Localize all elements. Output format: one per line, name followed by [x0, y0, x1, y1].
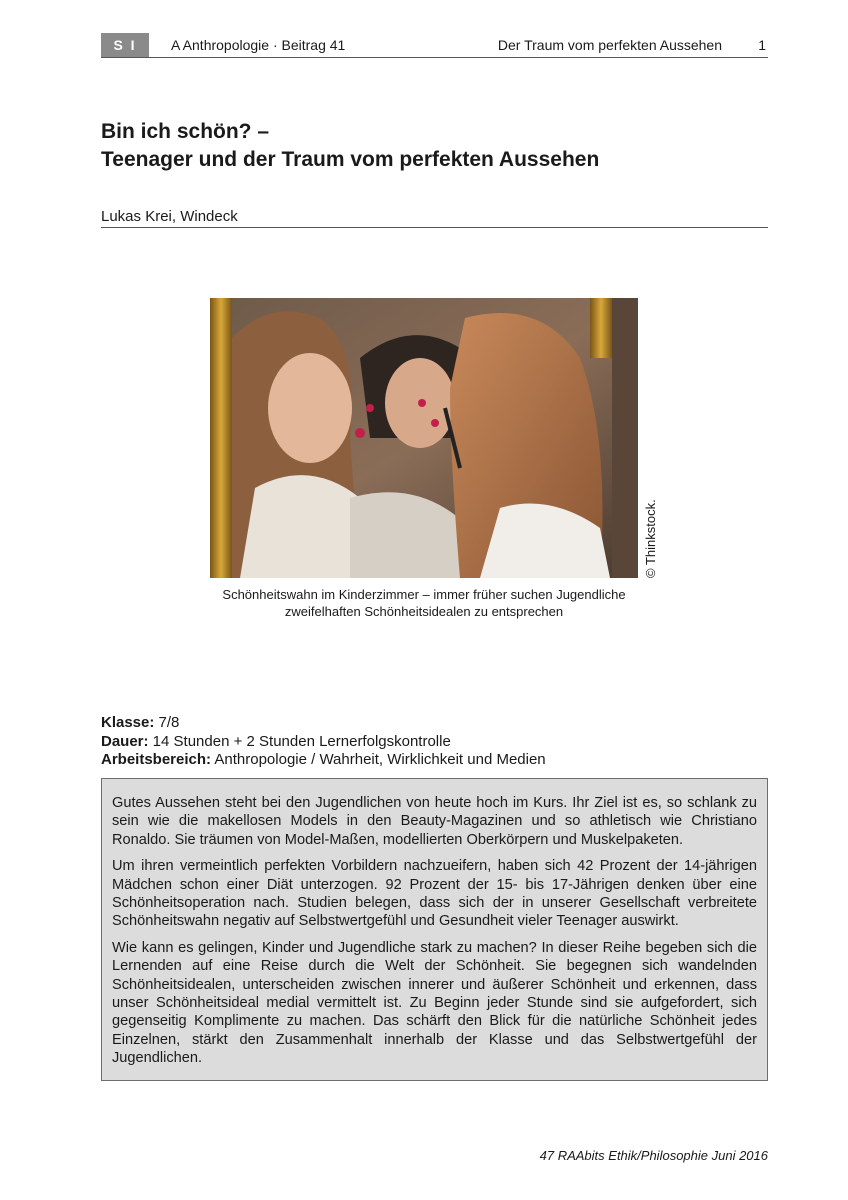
- grade-row: [101, 714, 546, 733]
- duration-value: 14 Stunden + 2 Stunden Lernerfolgskontrolle: [148, 732, 451, 750]
- photo-illustration: [210, 298, 638, 578]
- title-line-1: Bin ich schön? –: [101, 120, 270, 143]
- duration-label: Dauer:: [101, 732, 149, 750]
- unit-info: [101, 714, 546, 770]
- summary-paragraph: Gutes Aussehen steht bei den Jugendlichen von heute hoch im Kurs. Ihr Ziel ist es, so schlank zu sein wie die makellosen Models in den Beauty-Magazinen und so athletisch wie Christiano Ronaldo. Sie träumen von Model-Maßen, modellierten Oberkörpern und Muskelpaketen.: [112, 795, 757, 848]
- subject-area-row: [101, 751, 546, 770]
- author-line: Lukas Krei, Windeck: [101, 208, 768, 228]
- photo-credit: © Thinkstock.: [643, 499, 658, 578]
- caption-line-2: zweifelhaften Schönheitsidealen zu entsprechen: [284, 604, 564, 619]
- teen-mirror-photo: [210, 298, 638, 578]
- running-header: [101, 33, 768, 58]
- section-label: A Anthropologie · Beitrag 41: [171, 37, 346, 53]
- grade-label: Klasse:: [101, 714, 155, 731]
- running-title: Der Traum vom perfekten Aussehen: [497, 37, 722, 53]
- summary-paragraph: Wie kann es gelingen, Kinder und Jugendliche stark zu machen? In dieser Reihe begeben sich die Lernenden auf eine Reise durch die Welt der Schönheit. Sie begegnen sich wandelnden Schönheitsidealen, unterscheiden zwischen innerer und äußerer Schönheit und erkennen, dass unser Schönheitsideal medial vermittelt ist. Zu Beginn jeder Stunde sind sie aufgefordert, sich gegenseitig Komplimente zu machen. Das schärft den Blick für die natürliche Schönheit jedes Einzelnen, stärkt den Zusammenhalt innerhalb der Klasse und das Selbstwertgefühl der Jugendlichen.: [112, 939, 757, 1067]
- summary-paragraph: Um ihren vermeintlich perfekten Vorbildern nachzueifern, haben sich 42 Prozent der 14-jährigen Mädchen schon einer Diät unterzogen. 92 Prozent der 15- bis 17-Jährigen denken über eine Schönheitsoperation nach. Studien belegen, dass sich der in unserer Gesellschaft verbreitete Schönheitswahn negativ auf Selbstwertgefühl und Gesundheit vieler Teenager auswirkt.: [112, 858, 757, 930]
- summary-box: [101, 778, 768, 1081]
- subject-area-value: Anthropologie / Wahrheit, Wirklichkeit und Medien: [211, 751, 546, 768]
- page-number: 1: [758, 37, 766, 53]
- duration-row: [101, 733, 546, 752]
- grade-value: 7/8: [154, 714, 180, 731]
- page-title: [101, 118, 599, 174]
- page-footer: 47 RAAbits Ethik/Philosophie Juni 2016: [539, 1148, 768, 1163]
- level-badge: S I: [101, 33, 149, 57]
- caption-line-1: Schönheitswahn im Kinderzimmer – immer früher suchen Jugendliche: [222, 587, 626, 602]
- photo-caption: [180, 586, 668, 620]
- title-line-2: Teenager und der Traum vom perfekten Aussehen: [101, 148, 600, 171]
- subject-area-label: Arbeitsbereich:: [101, 751, 212, 768]
